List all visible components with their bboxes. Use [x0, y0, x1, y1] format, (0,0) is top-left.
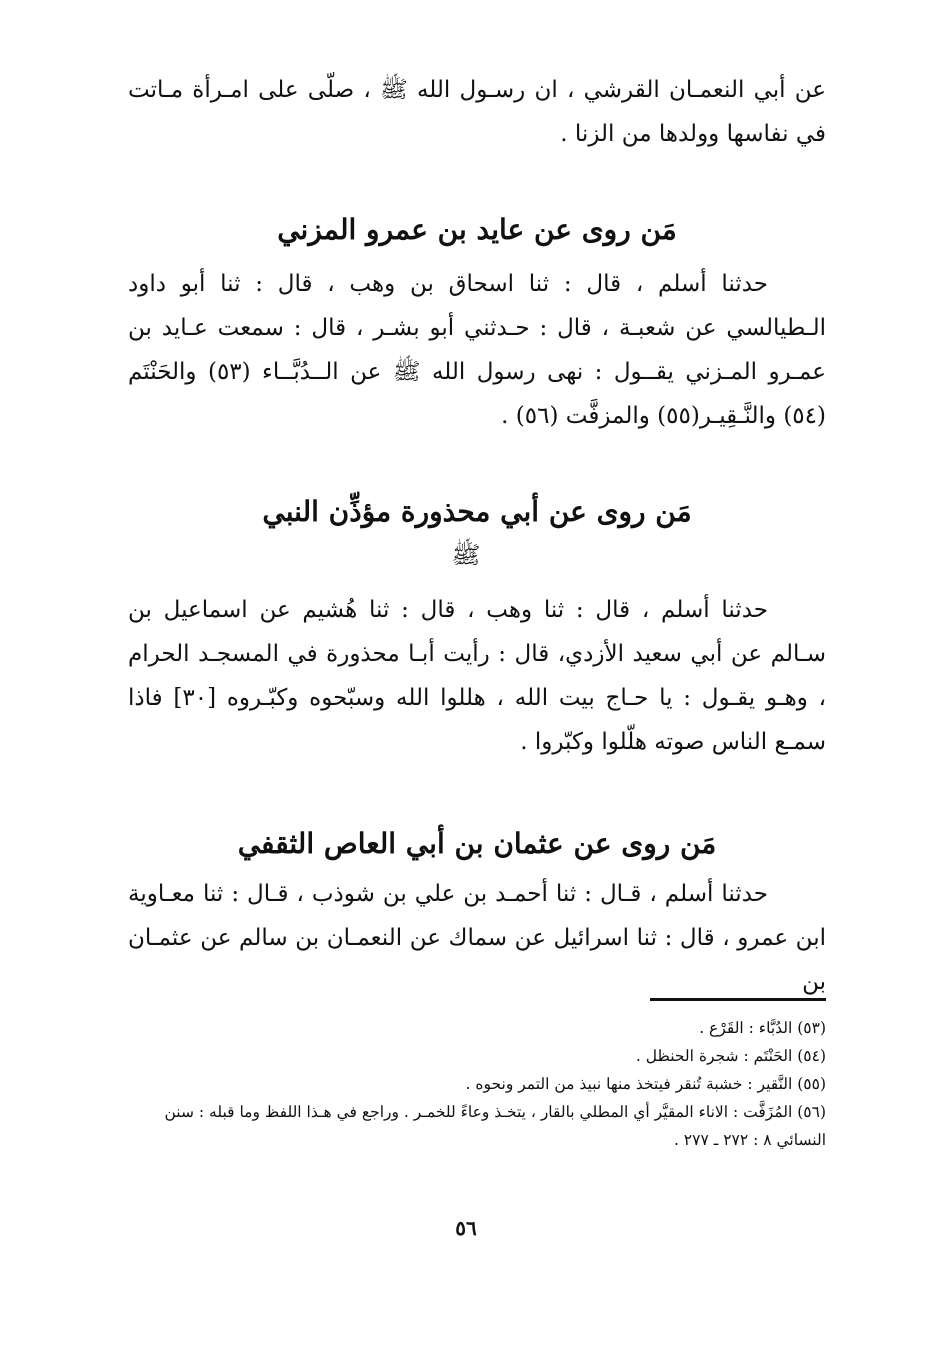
section-heading-uthman-ibn-abi-al-as: مَن روى عن عثمان بن أبي العاص الثقفي — [237, 827, 717, 860]
section-paragraph-abu-mahdhura: حدثنا أسلم ، قال : ثنا وهب ، قال : ثنا هُشيم عن اسماعيل بن سـالم عن أبي سعيد الأزدي، قال : رأيت أبـا محذورة في المسجـد الحرام ، وهـو يقـول : يا حـاج بيت الله ، هللوا الله وسبّحوه وكبّـروه [٣٠] فاذا سمـع الناس صوته هلّلوا وكبّروا . — [128, 597, 826, 755]
section-heading-aid-ibn-amr: مَن روى عن عايد بن عمرو المزني — [277, 213, 677, 246]
footnote-separator — [650, 998, 826, 1001]
footnotes-list — [128, 1014, 826, 1154]
footnote-55: (٥٥) النَّقير : خشبة تُنقر فيتخذ منها نبيذ من التمر ونحوه . — [465, 1075, 826, 1093]
section-paragraph-uthman-ibn-abi-al-as: حدثنا أسلم ، قـال : ثنا أحمـد بن علي بن شوذب ، قـال : ثنا معـاوية ابن عمرو ، قال : ثنا اسرائيل عن سماك عن النعمـان بن سالم عن عثمـان بن — [128, 881, 826, 995]
salawat-mark: ﷺ — [451, 541, 481, 569]
page-number: ٥٦ — [455, 1216, 477, 1240]
section-paragraph-aid-ibn-amr: حدثنا أسلم ، قال : ثنا اسحاق بن وهب ، قال : ثنا أبو داود الـطيالسي عن شعبـة ، قال : حـدثني أبو بشـر ، قال : سمعت عـايد بن عمـرو المـزني يقــول : نهى رسول الله ﷺ عن الــدُبَّــاء (٥٣) والحَنْتَم (٥٤) والنَّـقِيـر(٥٥) والمزفَّت (٥٦) . — [128, 271, 827, 429]
footnote-54: (٥٤) الحَنْتَم : شجرة الحنظل . — [635, 1047, 826, 1065]
intro-paragraph: عن أبي النعمـان القرشي ، ان رسـول الله ﷺ ، صلّى على امـرأة مـاتت في نفاسها وولدها من الزنا . — [128, 77, 826, 147]
footnote-53: (٥٣) الدُبَّاء : القَرْع . — [699, 1019, 826, 1037]
footnote-56: (٥٦) المُزَفَّت : الاناء المقيَّر أي المطلي بالقار ، يتخـذ وعاءً للخمـر . وراجع في هـذا اللفظ وما قبله : سنن النسائي ٨ : ٢٧٢ ـ ٢٧٧ . — [164, 1103, 826, 1149]
section-heading-abu-mahdhura: مَن روى عن أبي محذورة مؤذِّن النبي — [262, 495, 692, 528]
